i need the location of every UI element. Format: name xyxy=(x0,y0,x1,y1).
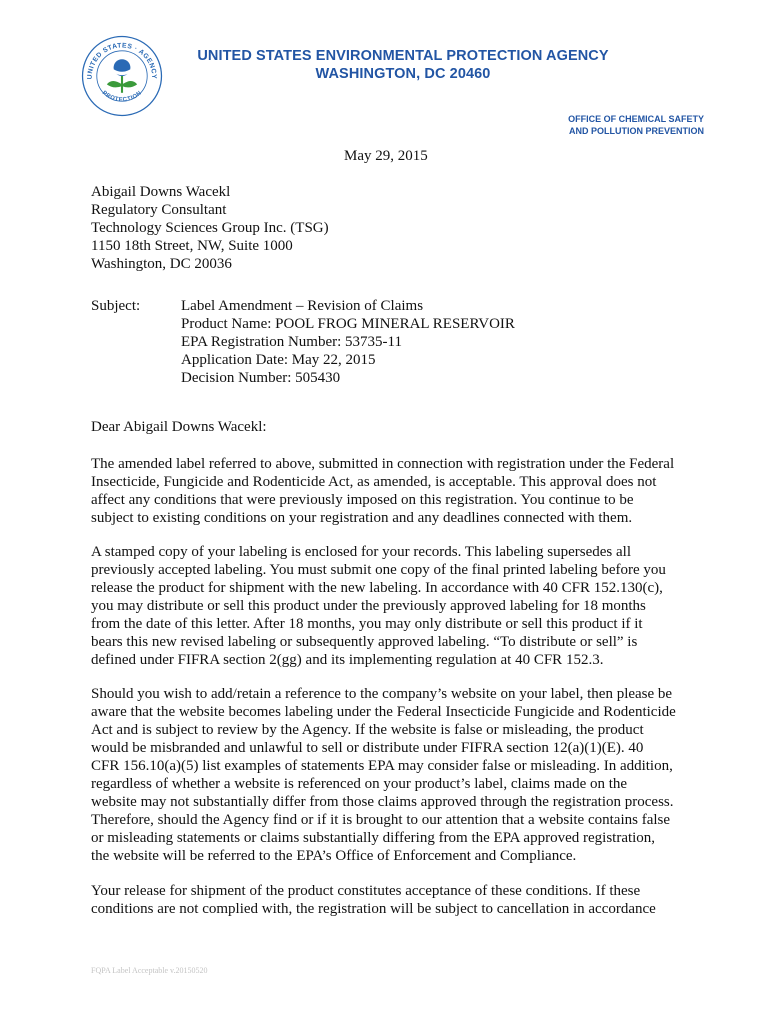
subject-line: EPA Registration Number: 53735-11 xyxy=(181,334,402,350)
subject-line: Product Name: POOL FROG MINERAL RESERVOIR xyxy=(181,316,515,332)
subject-lines xyxy=(181,297,601,387)
text-line: affect any conditions that were previously imposed on this registration. You continue to be xyxy=(91,492,634,508)
text-line: Your release for shipment of the product constitutes acceptance of these conditions. If these xyxy=(91,883,641,899)
agency-location: WASHINGTON, DC 20460 xyxy=(315,66,491,82)
text-line: Therefore, should the Agency find or if it is brought to our attention that a website contains false xyxy=(91,812,671,828)
text-line: you may distribute or sell this product under the previously approved labeling for 18 months xyxy=(91,598,646,614)
text-line: the website will be referred to the EPA’s Office of Enforcement and Compliance. xyxy=(91,848,577,864)
office-line-2: AND POLLUTION PREVENTION xyxy=(568,126,704,136)
body-paragraph-4 xyxy=(91,882,686,918)
text-line: website may not substantially differ from those claims approved through the registration process. xyxy=(91,794,674,810)
text-line: previously accepted labeling. You must submit one copy of the final printed labeling before you xyxy=(91,562,666,578)
text-line: subject to existing conditions on your registration and any deadlines connected with them. xyxy=(91,510,633,526)
text-line: Insecticide, Fungicide and Rodenticide Act, as amended, is acceptable. This approval does not xyxy=(91,474,657,490)
text-line: Act and is subject to review by the Agency. If the website is false or misleading, the product xyxy=(91,722,644,738)
text-line: bears this new revised labeling or subsequently approved labeling. “To distribute or sell” is xyxy=(91,634,638,650)
body-paragraph-3 xyxy=(91,685,686,865)
svg-text:PROTECTION: PROTECTION xyxy=(100,90,144,104)
office-line-1: OFFICE OF CHEMICAL SAFETY xyxy=(568,114,704,124)
letterhead-agency xyxy=(168,47,638,83)
subject-line: Application Date: May 22, 2015 xyxy=(181,352,376,368)
recipient-city: Washington, DC 20036 xyxy=(91,256,232,272)
svg-text:UNITED STATES · AGENCY: UNITED STATES · AGENCY xyxy=(86,42,158,80)
text-line: release the product for shipment with the new labeling. In accordance with 40 CFR 152.130(c), xyxy=(91,580,663,596)
recipient-street: 1150 18th Street, NW, Suite 1000 xyxy=(91,238,293,254)
text-line: The amended label referred to above, submitted in connection with registration under the Federal xyxy=(91,456,675,472)
subject-line: Decision Number: 505430 xyxy=(181,370,341,386)
recipient-address xyxy=(91,183,329,273)
text-line: regardless of whether a website is referenced on your product’s label, claims made on the xyxy=(91,776,628,792)
subject-label: Subject: xyxy=(91,298,141,314)
text-line: CFR 156.10(a)(5) list examples of statements EPA may consider false or misleading. In addition, xyxy=(91,758,673,774)
letterhead-office xyxy=(568,113,704,137)
subject-line: Label Amendment – Revision of Claims xyxy=(181,298,424,314)
text-line: conditions are not complied with, the registration will be subject to cancellation in accordance xyxy=(91,901,656,917)
agency-name: UNITED STATES ENVIRONMENTAL PROTECTION AGENCY xyxy=(197,48,609,64)
salutation: Dear Abigail Downs Wacekl: xyxy=(91,419,267,435)
text-line: from the date of this letter. After 18 months, you may only distribute or sell this product if it xyxy=(91,616,643,632)
footer-label: FQPA Label Acceptable v.20150520 xyxy=(91,966,208,975)
text-line: Should you wish to add/retain a reference to the company’s website on your label, then please be xyxy=(91,686,673,702)
text-line: aware that the website becomes labeling under the Federal Insecticide Fungicide and Rodenticide xyxy=(91,704,676,720)
body-paragraph-1 xyxy=(91,455,686,527)
text-line: or misleading statements or claims substantially differing from the EPA approved registration, xyxy=(91,830,656,846)
letter-date: May 29, 2015 xyxy=(344,148,428,164)
text-line: defined under FIFRA section 2(gg) and its implementing regulation at 40 CFR 152.3. xyxy=(91,652,604,668)
text-line: A stamped copy of your labeling is enclosed for your records. This labeling supersedes all xyxy=(91,544,632,560)
recipient-company: Technology Sciences Group Inc. (TSG) xyxy=(91,220,329,236)
text-line: would be misbranded and unlawful to sell or distribute under FIFRA section 12(a)(1)(E). 40 xyxy=(91,740,644,756)
epa-seal-logo xyxy=(80,34,164,118)
recipient-title: Regulatory Consultant xyxy=(91,202,227,218)
recipient-name: Abigail Downs Wacekl xyxy=(91,184,231,200)
body-paragraph-2 xyxy=(91,543,686,669)
